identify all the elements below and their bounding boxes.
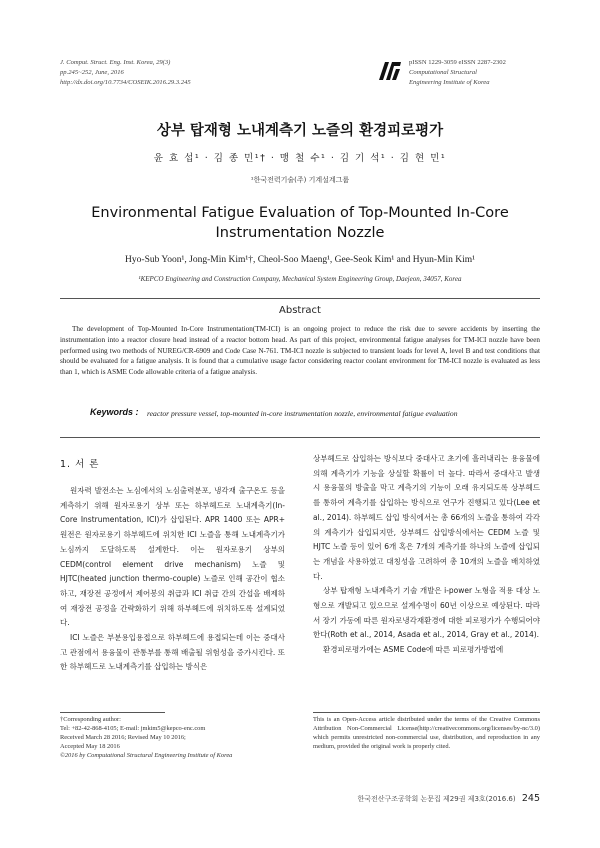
english-title-line: Instrumentation Nozzle [215, 225, 385, 241]
abstract-text: The development of Top-Mounted In-Core Instrumentation(TM-ICI) is an ongoing project to reduce the risk due to severe accidents by inserting the instrumentation into a reactor closure head instead of a reactor bottom head. As part of this project, environmental fatigue analyses for TM-ICI nozzle have been performed using two methods of NUREG/CR-6909 and Code Case N-761. TM-ICI nozzle is subjected to transient loads for level A, level B and test conditions that should be evaluated for a fatigue analysis. It is found that a cumulative usage factor considering reactor coolant environment for TM-ICI nozzle is evaluated as less than 1, which is ASME Code allowable criteria of a fatigue analysis. [60, 325, 540, 377]
keywords-label: Keywords : [90, 407, 139, 417]
doi-link[interactable]: http://dx.doi.org/10.7734/COSEIK.2016.29.3.245 [60, 79, 191, 86]
paragraph: ICI 노즐은 부분용입용접으로 하부헤드에 용접되는데 이는 중대사고 관점에서 용융물이 관통부를 통해 배출될 위험성을 증가시킨다. 또한 하부헤드로 노내계측기를 삽입하는 방식은 [60, 633, 285, 672]
english-affiliation: ¹KEPCO Engineering and Construction Company, Mechanical System Engineering Group, Daejeon, 34057, Korea [138, 275, 462, 283]
page-footer [357, 793, 540, 804]
footnote-line: ©2016 by Computational Structural Engineering Institute of Korea [60, 752, 233, 759]
korean-authors: 윤 효 섭¹ · 김 종 민¹† · 맹 철 수¹ · 김 기 석¹ · 김 현 민¹ [153, 153, 447, 164]
english-title [0, 203, 600, 243]
korean-title: 상부 탑재형 노내계측기 노즐의 환경피로평가 [156, 123, 444, 139]
license-rule [313, 712, 540, 713]
paragraph: 상부헤드로 삽입하는 방식보다 중대사고 초기에 흘러내리는 용융물에 의해 계측기가 기능을 상실할 확률이 더 높다. 따라서 중대사고 발생 시 용융물의 방출을 막고 계측기의 기능이 오래 유지되도록 상부헤드를 통하여 계측기를 삽입하는 방식으로 연구가 진행되고 있다(Lee et al., 2014). 하부헤드 삽입 방식에서는 총 66개의 노즐을 통하여 각각의 계측기가 삽입되지만, 상부헤드 삽입방식에서는 CEDM 노즐 및 HJTC 노즐 등이 있어 6개 혹은 7개의 계측기를 하나의 노즐에 삽입되는 개념을 사용하였고 대칭성을 고려하여 총 10개의 노즐을 배치하였다. [313, 454, 540, 581]
journal-name-line: Engineering Institute of Korea [409, 79, 490, 86]
journal-issn-block [409, 58, 506, 88]
footnote-line: Tel: +82-42-868-4105; E-mail: jmkim5@kepco-enc.com [60, 725, 206, 732]
footnote-line: †Corresponding author: [60, 716, 121, 723]
journal-name-line: Computational Structural [409, 69, 477, 76]
footnote [60, 715, 290, 760]
keywords-bottom-rule [60, 437, 540, 438]
footnote-rule [60, 712, 165, 713]
page-number: 245 [521, 793, 540, 804]
english-authors: Hyo-Sub Yoon¹, Jong-Min Kim¹†, Cheol-Soo Maeng¹, Gee-Seok Kim¹ and Hyun-Min Kim¹ [125, 255, 475, 265]
english-title-line: Environmental Fatigue Evaluation of Top-Mounted In-Core [91, 205, 509, 221]
paragraph: 원자력 발전소는 노심에서의 노심출력분포, 냉각재 출구온도 등을 계측하기 위해 원자로용기 상부 또는 하부헤드로 노내계측기(In-Core Instrumentation, ICI)가 삽입된다. APR 1400 또는 APR+ 원전은 원자로용기 하부헤드에 위치한 ICI 노즐을 통해 노내계측기가 노심까지 도달하도록 설계한다. 이는 원자로용기 상부의 CEDM(control element drive mechanism) 노즐 및 HJTC(heated junction thermo-couple) 노즐로 인해 공간이 협소하고, 재장전 공정에서 제어봉의 취급과 ICI 취급 간의 간섭을 배제하여 재장전 공정을 간략화하기 위해 하부헤드에 위치하도록 설계되었다. [60, 486, 285, 628]
paragraph: 환경피로평가에는 ASME Code에 따른 피로평가방법에 [323, 645, 504, 655]
citation-line: pp.245~252, June, 2016 [60, 69, 124, 76]
citation-line: J. Comput. Struct. Eng. Inst. Korea, 29(3) [60, 59, 171, 66]
footer-journal: 한국전산구조공학회 논문집 제29권 제3호(2016.6) [357, 795, 516, 803]
issn: pISSN 1229-3059 eISSN 2287-2302 [409, 59, 506, 66]
abstract-heading: Abstract [279, 305, 321, 316]
section-heading-introduction: 1. 서 론 [60, 459, 100, 470]
right-column [313, 452, 540, 658]
journal-logo-icon [378, 60, 402, 82]
korean-affiliation: ¹한국전력기술(주) 기계설계그룹 [250, 176, 350, 184]
left-column [60, 484, 285, 675]
footnote-line: Received March 28 2016; Revised May 10 2016; [60, 734, 186, 741]
footnote-line: Accepted May 18 2016 [60, 743, 120, 750]
abstract-top-rule [60, 298, 540, 299]
keywords-text: reactor pressure vessel, top-mounted in-core instrumentation nozzle, environmental fatigue evaluation [147, 409, 458, 418]
journal-citation [60, 58, 191, 88]
paragraph: 상부 탑재형 노내계측기 기술 개발은 i-power 노형을 적용 대상 노형으로 개발되고 있으므로 설계수명이 60년 이상으로 예상된다. 따라서 장기 가동에 따른 원자로냉각재환경에 대한 피로평가가 수행되어야 한다(Roth et al., 2014, Asada et al., 2014, Gray et al., 2014). [313, 586, 540, 640]
license-notice: This is an Open-Access article distributed under the terms of the Creative Commons Attribution Non-Commercial License(http://creativecommons.org/licenses/by-nc/3.0) which permits unrestricted non-commercial use, distribution, and reproduction in any medium, provided the original work is properly cited. [313, 716, 540, 750]
